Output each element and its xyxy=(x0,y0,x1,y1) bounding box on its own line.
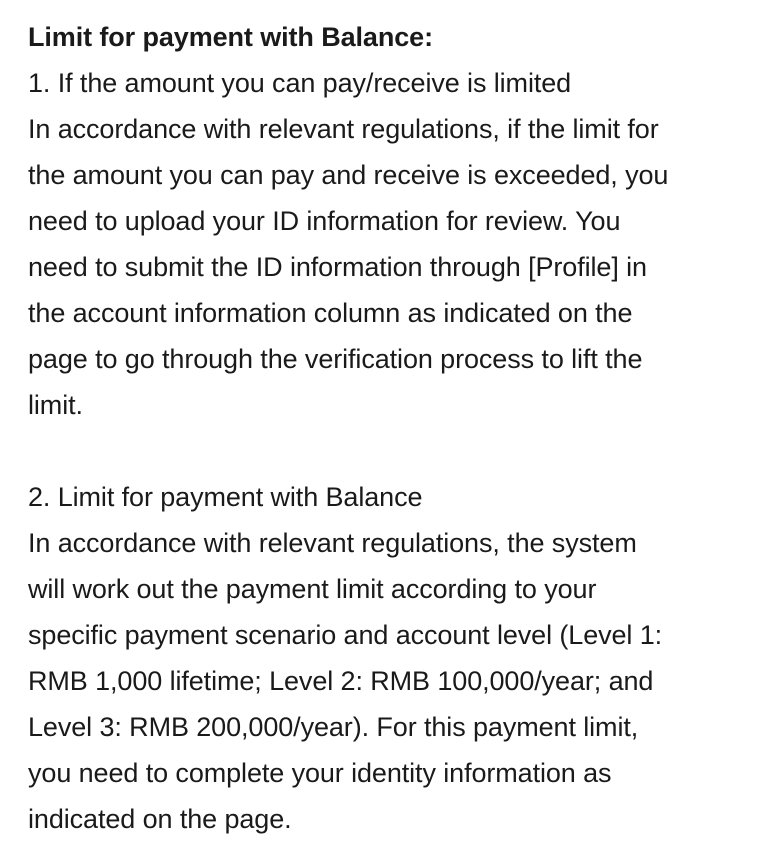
section-1 xyxy=(28,60,749,428)
section-1-line: limit. xyxy=(28,390,83,420)
section-2-line: specific payment scenario and account level (Level 1: xyxy=(28,620,663,650)
section-2-line: Level 3: RMB 200,000/year). For this payment limit, xyxy=(28,712,639,742)
section-2 xyxy=(28,474,749,842)
section-1-line: page to go through the verification process to lift the xyxy=(28,344,643,374)
paragraph-spacer xyxy=(28,428,749,474)
section-1-line: the amount you can pay and receive is exceeded, you xyxy=(28,160,669,190)
section-1-line: In accordance with relevant regulations, if the limit for xyxy=(28,114,659,144)
section-2-heading: 2. Limit for payment with Balance xyxy=(28,482,423,512)
section-1-line: need to upload your ID information for review. You xyxy=(28,206,621,236)
section-2-line: you need to complete your identity information as xyxy=(28,758,612,788)
section-2-line: indicated on the page. xyxy=(28,804,292,834)
section-1-heading: 1. If the amount you can pay/receive is limited xyxy=(28,68,572,98)
article-title: Limit for payment with Balance: xyxy=(28,22,433,52)
section-2-line: will work out the payment limit according to your xyxy=(28,574,597,604)
section-2-line: In accordance with relevant regulations, the system xyxy=(28,528,637,558)
section-1-line: need to submit the ID information through [Profile] in xyxy=(28,252,647,282)
section-1-line: the account information column as indicated on the xyxy=(28,298,633,328)
section-2-line: RMB 1,000 lifetime; Level 2: RMB 100,000/year; and xyxy=(28,666,654,696)
